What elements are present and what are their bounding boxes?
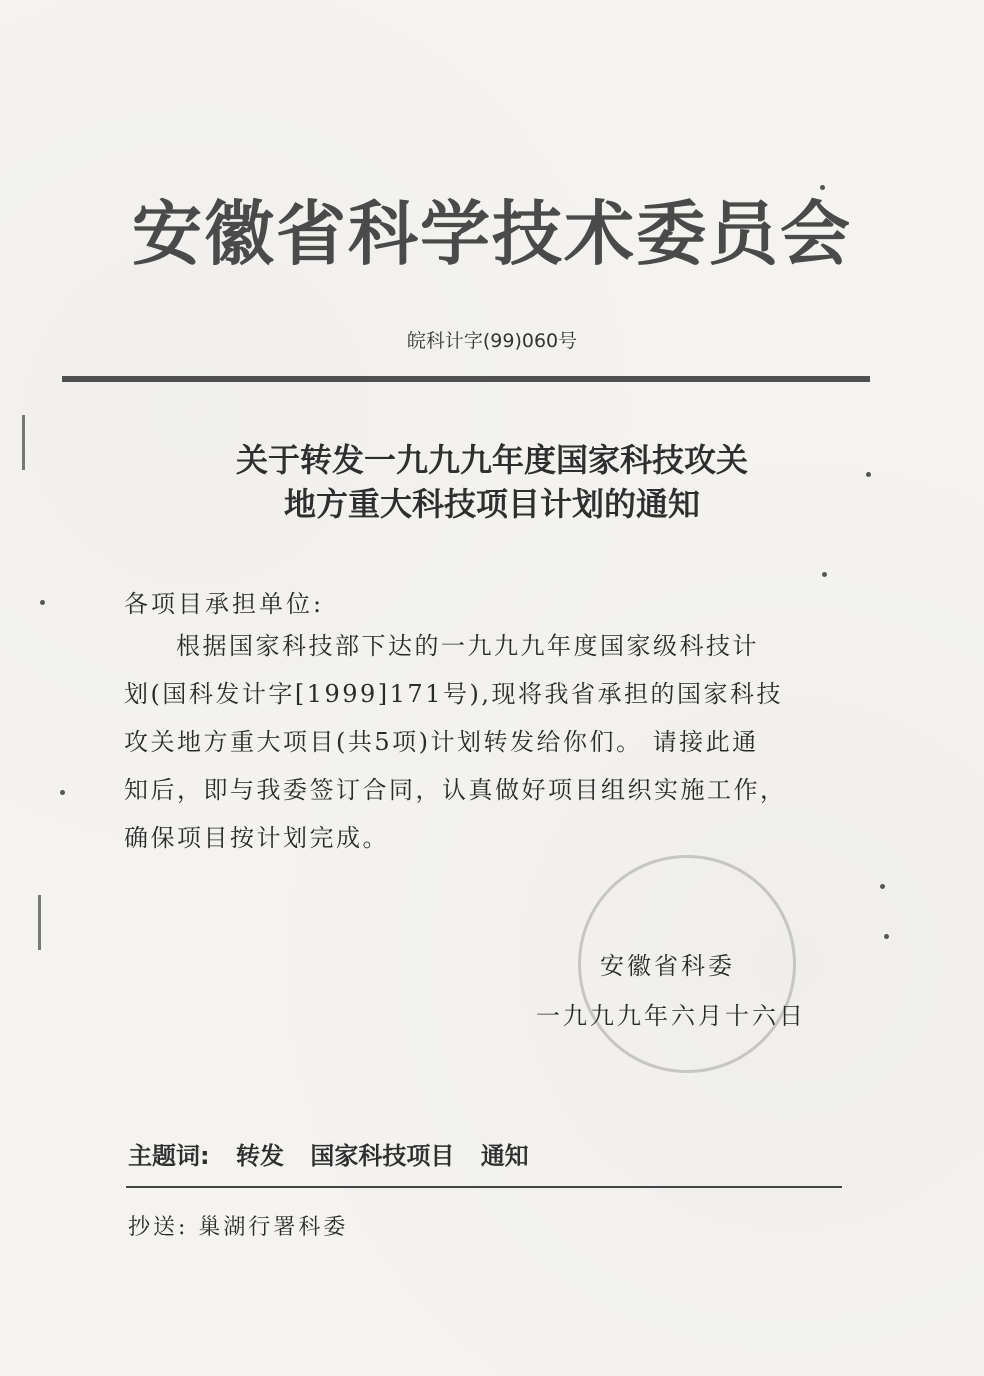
body-line: 攻关地方重大项目(共5项)计划转发给你们。 请接此通 (124, 728, 759, 756)
body-line: 根据国家科技部下达的一九九九年度国家级科技计 (176, 632, 759, 660)
scan-speck (60, 790, 65, 795)
header-divider (62, 376, 870, 382)
body-line: 确保项目按计划完成。 (124, 824, 389, 852)
keyword: 转发 (235, 1142, 284, 1170)
keyword: 通知 (480, 1142, 529, 1170)
keywords-label: 主题词: (128, 1142, 210, 1170)
scan-speck (880, 884, 885, 889)
binding-mark (38, 895, 41, 950)
footer-divider (126, 1186, 842, 1188)
cc-recipient: 巢湖行署科委 (198, 1215, 349, 1240)
scan-speck (822, 572, 827, 577)
carbon-copy (128, 1210, 348, 1241)
document-number: 皖科计字(99)060号 (406, 330, 578, 352)
body-line: 划(国科发计字[1999]171号),现将我省承担的国家科技 (124, 680, 783, 708)
issuer-signature: 安徽省科委 (600, 952, 735, 980)
salutation: 各项目承担单位: (124, 590, 325, 618)
body-line: 知后，即与我委签订合同，认真做好项目组织实施工作， (124, 776, 787, 804)
notice-title (0, 438, 984, 526)
issue-date: 一九九九年六月十六日 (536, 1002, 806, 1030)
organization-header: 安徽省科学技术委员会 (132, 193, 852, 275)
cc-label: 抄送: (128, 1215, 189, 1240)
keyword: 国家科技项目 (310, 1142, 455, 1170)
notice-title-line-1: 关于转发一九九九年度国家科技攻关 (235, 441, 748, 479)
body-paragraph (124, 622, 844, 862)
scan-speck (40, 600, 45, 605)
scan-speck (884, 934, 889, 939)
notice-title-line-2: 地方重大科技项目计划的通知 (283, 485, 700, 523)
subject-keywords (128, 1136, 529, 1171)
